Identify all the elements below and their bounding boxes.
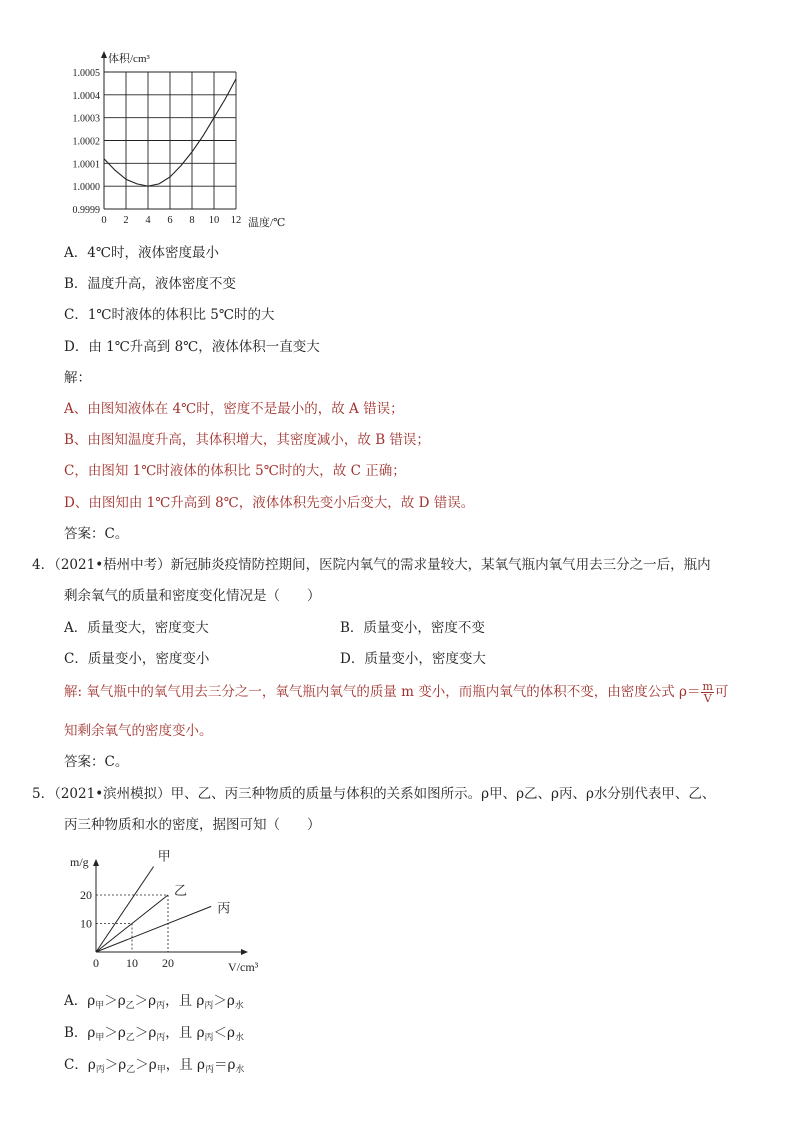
chart2-x-tick-label: 10	[126, 956, 138, 970]
chart2-xlabel: V/cm³	[228, 960, 259, 974]
volume-temperature-chart	[60, 44, 310, 236]
chart2-origin: 0	[93, 956, 99, 970]
chart1-x-tick-label: 12	[230, 215, 242, 226]
chart1-y-tick-label: 1.0005	[72, 68, 100, 79]
chart2-series-line	[96, 867, 154, 953]
chart2-series-line	[96, 895, 168, 952]
chart1-x-tick-label: 8	[189, 215, 195, 226]
chart2-y-arrow	[93, 859, 99, 866]
q4-option-c: C．质量变小，密度变小	[64, 651, 210, 667]
chart1-x-tick-label: 0	[101, 215, 107, 226]
q4-stem-line1: 4．（2021•梧州中考）新冠肺炎疫情防控期间，医院内氧气的需求量较大，某氧气瓶内氧气用去三分之一后，瓶内	[32, 557, 711, 573]
chart1-x-tick-label: 6	[167, 215, 173, 226]
q4-answer: 答案：C。	[64, 754, 129, 770]
chart2-series-label: 丙	[217, 900, 231, 916]
q4-option-b: B．质量变小，密度不变	[340, 620, 485, 636]
chart1-xlabel: 温度/℃	[248, 217, 286, 229]
q5-option-a: A．$\rho_甲>\rho_乙>\rho_丙$，且 $\rho_丙>\rho_水$	[64, 993, 244, 1011]
q4-solution-line1	[64, 680, 728, 704]
chart1-axes	[101, 51, 107, 209]
chart1-grid	[104, 72, 236, 209]
q3-solution-c: C，由图知 1℃时液体的体积比 5℃时的大，故 C 正确；	[64, 463, 406, 479]
chart2-x-arrow	[241, 949, 248, 955]
chart1-x-tick-label: 10	[208, 215, 220, 226]
chart2-marks	[80, 849, 248, 971]
q3-solution-b: B、由图知温度升高，其体积增大，其密度减小，故 B 错误；	[64, 432, 430, 448]
q3-option-c: C．1℃时液体的体积比 5℃时的大	[64, 307, 275, 323]
q3-solution-a: A、由图知液体在 4℃时，密度不是最小的，故 A 错误；	[64, 401, 404, 417]
chart2-series-label: 乙	[174, 883, 188, 898]
q4-option-a: A．质量变大，密度变大	[64, 620, 209, 636]
chart2-series-label: 甲	[157, 848, 171, 864]
chart1-ylabel: 体积/cm³	[108, 53, 150, 65]
q4-solution-tail: 可	[714, 684, 729, 700]
chart1-y-tick-label: 1.0003	[72, 113, 100, 125]
chart1-y-tick-label: 1.0004	[72, 90, 100, 102]
q3-answer: 答案：C。	[64, 526, 129, 542]
q3-option-b: B．温度升高，液体密度不变	[64, 276, 236, 292]
q5-option-c: C．$\rho_丙>\rho_乙>\rho_甲$，且 $\rho_丙=\rho_水$	[64, 1057, 245, 1075]
q4-solution-line2: 知剩余氧气的密度变小。	[64, 723, 213, 739]
chart1-y-tick-label: 1.0002	[72, 136, 100, 148]
chart2-y-tick-label: 10	[80, 916, 92, 931]
chart2-series-line	[96, 906, 211, 952]
chart1-x-tick-label: 2	[123, 215, 129, 226]
q3-option-a: A．4℃时，液体密度最小	[64, 245, 219, 261]
q4-stem-line2: 剩余氧气的质量和密度变化情况是（ ）	[64, 588, 321, 604]
q4-solution-text: 解: 氧气瓶中的氧气用去三分之一，氧气瓶内氧气的质量 m 变小，而瓶内氧气的体积不变，由密度公式 ρ＝	[64, 684, 701, 700]
chart1-y-tick-label: 1.0001	[72, 159, 100, 171]
chart1-y-arrow	[101, 51, 107, 58]
q3-solution-label: 解：	[64, 370, 91, 386]
chart2-ylabel: m/g	[70, 855, 89, 869]
chart1-y-tick-label: 1.0000	[72, 182, 100, 194]
chart1-y-tick-label: 0.9999	[72, 205, 100, 216]
chart2-x-tick-label: 20	[162, 956, 174, 970]
chart1-x-tick-labels	[101, 215, 241, 226]
q5-stem-line2: 丙三种物质和水的密度，据图可知（ ）	[64, 817, 321, 833]
q5-option-b: B．$\rho_甲>\rho_乙>\rho_丙$，且 $\rho_丙<\rho_水$	[64, 1025, 244, 1043]
q3-option-d: D．由 1℃升高到 8℃，液体体积一直变大	[64, 339, 320, 355]
density-formula-fraction: $\frac{m}{V}$	[702, 680, 713, 705]
q3-solution-d: D、由图知由 1℃升高到 8℃，液体体积先变小后变大，故 D 错误。	[64, 495, 475, 511]
chart1-y-tick-labels	[73, 68, 101, 216]
q4-option-d: D．质量变小，密度变大	[340, 651, 486, 667]
chart1-x-tick-label: 4	[145, 215, 151, 226]
q5-stem-line1: 5．（2021•滨州模拟）甲、乙、丙三种物质的质量与体积的关系如图所示。ρ甲、ρ乙、ρ丙、ρ水分别代表甲、乙、	[32, 786, 716, 802]
mass-volume-chart	[60, 846, 280, 978]
chart2-y-tick-label: 20	[80, 888, 92, 902]
